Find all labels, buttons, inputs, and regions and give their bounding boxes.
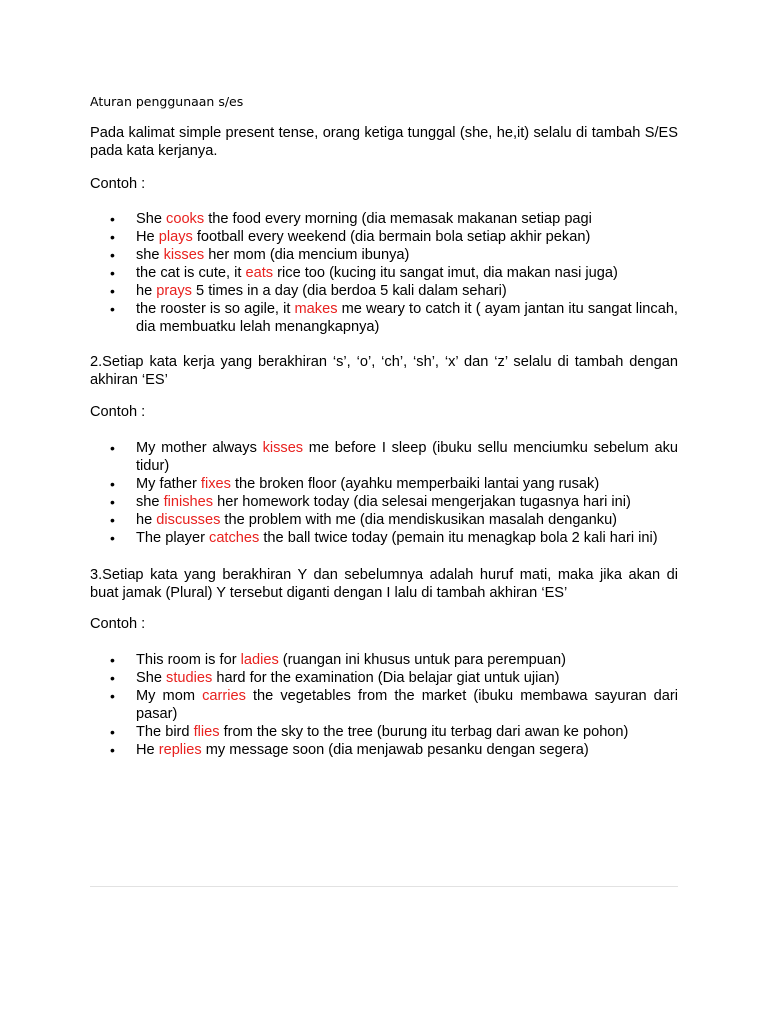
list-item bbox=[90, 529, 678, 547]
document-title: Aturan penggunaan s/es bbox=[90, 94, 244, 109]
sentence-text: the ball twice today (pemain itu menagkap bola 2 kali hari ini) bbox=[259, 530, 658, 546]
sentence-text: The player bbox=[136, 530, 210, 546]
example-label: Contoh : bbox=[90, 176, 146, 192]
highlighted-verb: catches bbox=[209, 530, 260, 546]
sentence-text: My father bbox=[136, 476, 201, 492]
bullet-icon: • bbox=[110, 247, 115, 263]
sentence-text: She bbox=[136, 670, 167, 686]
sentence-text: he bbox=[136, 283, 157, 299]
example-label: Contoh : bbox=[90, 616, 146, 632]
list-item bbox=[90, 651, 678, 669]
highlighted-verb: replies bbox=[158, 742, 202, 758]
sentence-text: My mother always bbox=[136, 440, 263, 456]
sentence-text: me before I sleep (ibuku sellu menciumku sebelum aku tidur) bbox=[136, 440, 678, 474]
bullet-icon: • bbox=[110, 512, 115, 528]
sentence-text: She bbox=[136, 211, 167, 227]
list-item bbox=[90, 246, 678, 264]
sentence-text: me weary to catch it ( ayam jantan itu sangat lincah, dia membuatku lelah menangkapnya) bbox=[136, 301, 678, 335]
sentence-text: the vegetables from the market (ibuku membawa sayuran dari pasar) bbox=[136, 688, 678, 722]
list-item bbox=[90, 741, 678, 759]
list-item bbox=[90, 493, 678, 511]
bullet-icon: • bbox=[110, 724, 115, 740]
sentence-text: she bbox=[136, 494, 164, 510]
sentence-text: (ruangan ini khusus untuk para perempuan) bbox=[278, 652, 566, 668]
rule-heading: 2.Setiap kata kerja yang berakhiran ‘s’, ‘o’, ‘ch’, ‘sh’, ‘x’ dan ‘z’ selalu di tambah dengan akhiran ‘ES’ bbox=[90, 354, 678, 388]
list-item bbox=[90, 723, 678, 741]
list-item bbox=[90, 511, 678, 529]
sentence-text: hard for the examination (Dia belajar giat untuk ujian) bbox=[212, 670, 560, 686]
bullet-icon: • bbox=[110, 440, 115, 456]
sentence-text: she bbox=[136, 247, 164, 263]
example-list bbox=[90, 439, 678, 547]
sentence-text: her mom (dia mencium ibunya) bbox=[204, 247, 410, 263]
bullet-icon: • bbox=[110, 283, 115, 299]
highlighted-verb: fixes bbox=[200, 476, 231, 492]
sentence-text: the cat is cute, it bbox=[136, 265, 246, 281]
bullet-icon: • bbox=[110, 301, 115, 317]
list-item bbox=[90, 300, 678, 336]
sentence-text: 5 times in a day (dia berdoa 5 kali dalam sehari) bbox=[191, 283, 507, 299]
highlighted-verb: flies bbox=[193, 724, 220, 740]
highlighted-verb: makes bbox=[294, 301, 338, 317]
list-item bbox=[90, 282, 678, 300]
highlighted-verb: cooks bbox=[166, 211, 205, 227]
highlighted-verb: prays bbox=[156, 283, 192, 299]
highlighted-verb: studies bbox=[166, 670, 213, 686]
bullet-icon: • bbox=[110, 229, 115, 245]
highlighted-verb: carries bbox=[202, 688, 246, 704]
list-item bbox=[90, 475, 678, 493]
list-item bbox=[90, 228, 678, 246]
example-list bbox=[90, 651, 678, 759]
sentence-text: He bbox=[136, 742, 159, 758]
bullet-icon: • bbox=[110, 211, 115, 227]
highlighted-verb: finishes bbox=[163, 494, 214, 510]
bullet-icon: • bbox=[110, 530, 115, 546]
sentence-text: rice too (kucing itu sangat imut, dia makan nasi juga) bbox=[273, 265, 618, 281]
sentence-text: the food every morning (dia memasak makanan setiap pagi bbox=[204, 211, 592, 227]
highlighted-verb: ladies bbox=[240, 652, 279, 668]
list-item bbox=[90, 687, 678, 723]
rule-heading: 3.Setiap kata yang berakhiran Y dan sebelumnya adalah huruf mati, maka jika akan di buat jamak (Plural) Y tersebut diganti dengan I lalu di tambah akhiran ‘ES’ bbox=[90, 567, 678, 601]
sentence-text: the broken floor (ayahku memperbaiki lantai yang rusak) bbox=[230, 476, 600, 492]
highlighted-verb: plays bbox=[158, 229, 193, 245]
list-item bbox=[90, 669, 678, 687]
sentence-text: football every weekend (dia bermain bola setiap akhir pekan) bbox=[192, 229, 591, 245]
bullet-icon: • bbox=[110, 670, 115, 686]
bullet-icon: • bbox=[110, 652, 115, 668]
list-item bbox=[90, 439, 678, 475]
bullet-icon: • bbox=[110, 265, 115, 281]
highlighted-verb: eats bbox=[245, 265, 274, 281]
bullet-icon: • bbox=[110, 494, 115, 510]
example-list bbox=[90, 210, 678, 336]
example-label: Contoh : bbox=[90, 404, 146, 420]
sentence-text: my message soon (dia menjawab pesanku dengan segera) bbox=[201, 742, 589, 758]
list-item bbox=[90, 210, 678, 228]
sentence-text: her homework today (dia selesai mengerjakan tugasnya hari ini) bbox=[213, 494, 631, 510]
bullet-icon: • bbox=[110, 476, 115, 492]
sentence-text: My mom bbox=[136, 688, 203, 704]
sentence-text: he bbox=[136, 512, 157, 528]
highlighted-verb: kisses bbox=[262, 440, 304, 456]
sentence-text: from the sky to the tree (burung itu terbag dari awan ke pohon) bbox=[219, 724, 629, 740]
sentence-text: He bbox=[136, 229, 159, 245]
bullet-icon: • bbox=[110, 742, 115, 758]
sentence-text: the problem with me (dia mendiskusikan masalah denganku) bbox=[220, 512, 618, 528]
highlighted-verb: discusses bbox=[156, 512, 221, 528]
sentence-text: The bird bbox=[136, 724, 194, 740]
intro-paragraph: Pada kalimat simple present tense, orang ketiga tunggal (she, he,it) selalu di tambah S/ES pada kata kerjanya. bbox=[90, 125, 678, 159]
list-item bbox=[90, 264, 678, 282]
sentence-text: the rooster is so agile, it bbox=[136, 301, 295, 317]
highlighted-verb: kisses bbox=[163, 247, 205, 263]
page-divider bbox=[90, 886, 678, 887]
bullet-icon: • bbox=[110, 688, 115, 704]
sentence-text: This room is for bbox=[136, 652, 241, 668]
